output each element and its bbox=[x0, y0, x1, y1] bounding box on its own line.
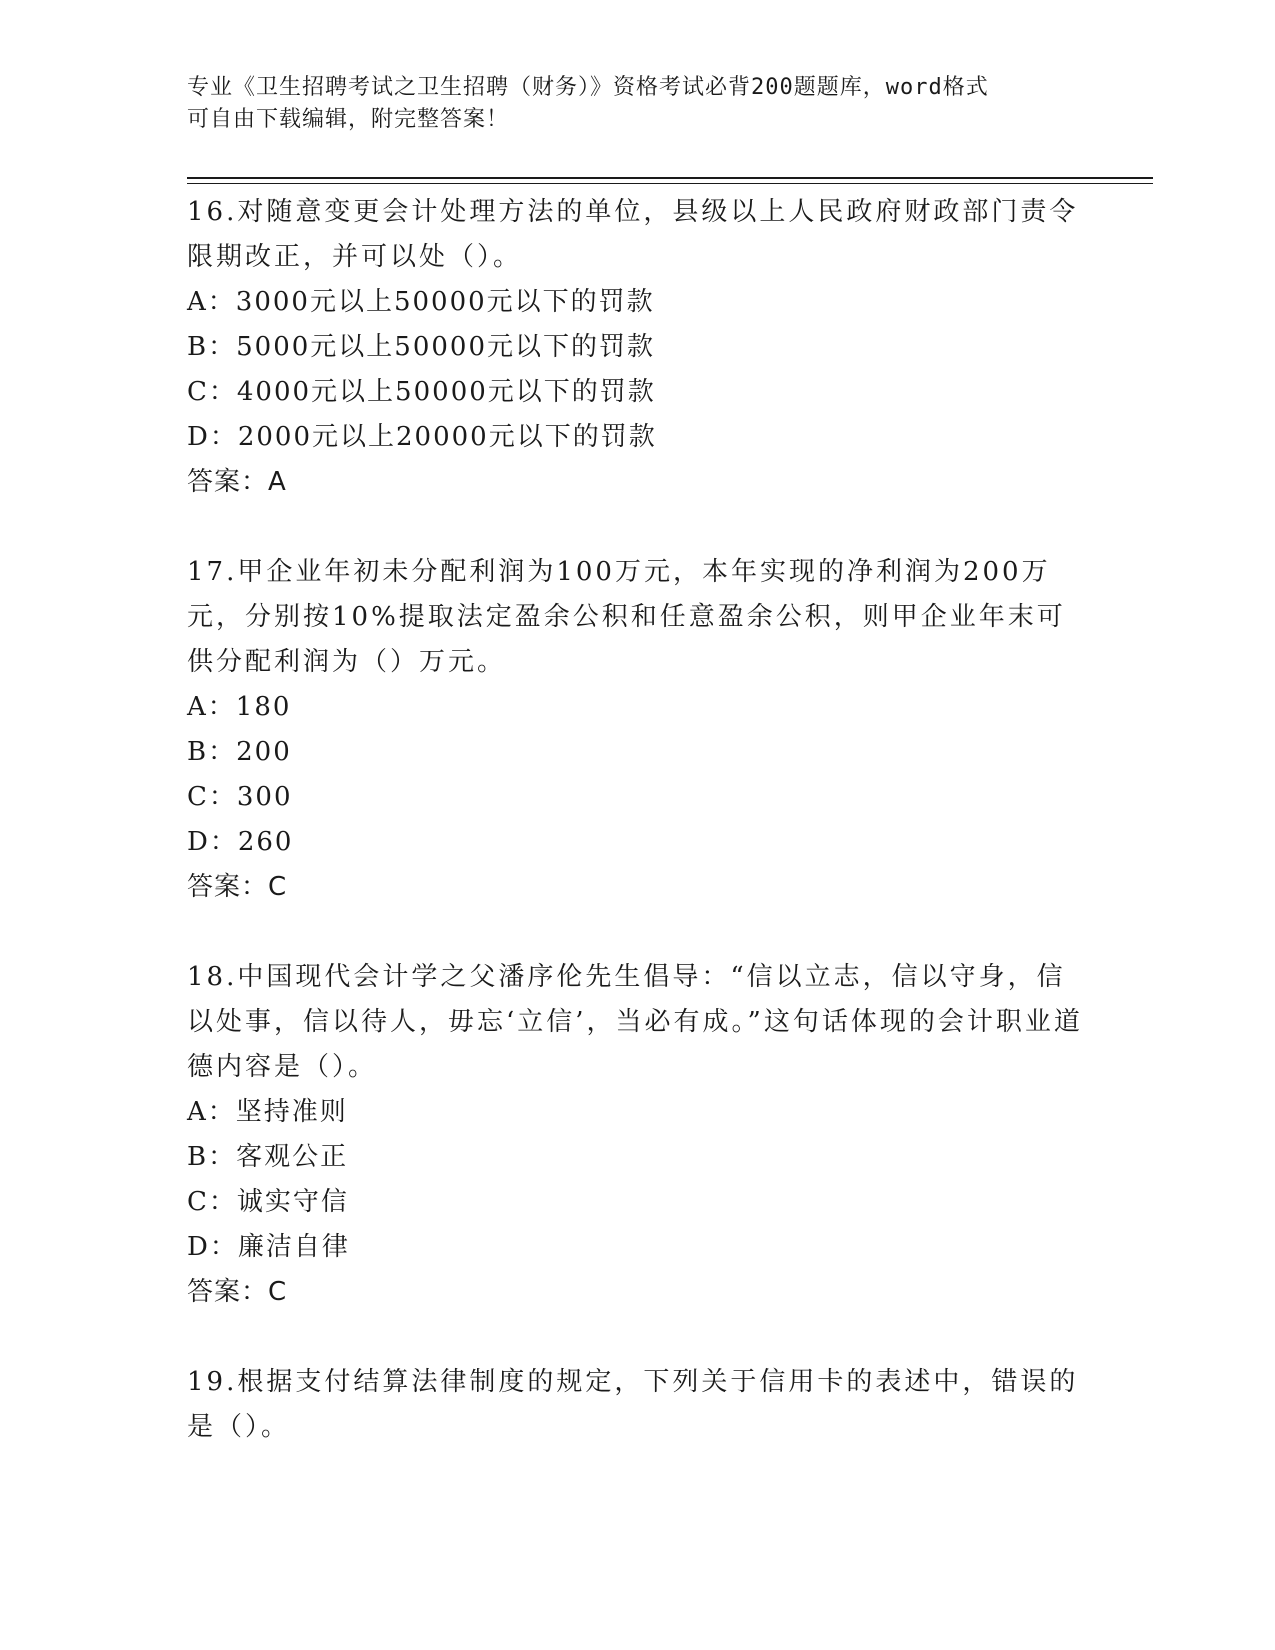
question-text: 17.甲企业年初未分配利润为100万元，本年实现的净利润为200万元，分别按10%提取法定盈余公积和任意盈余公积，则甲企业年末可供分配利润为（）万元。 bbox=[187, 557, 1066, 677]
answer-text: 答案：C bbox=[187, 872, 288, 902]
option-a: A：180 bbox=[187, 692, 292, 722]
option-b: B：客观公正 bbox=[187, 1142, 349, 1172]
header-line-1: 专业《卫生招聘考试之卫生招聘（财务）》资格考试必背200题题库，word格式 bbox=[187, 75, 989, 100]
option-a: A：3000元以上50000元以下的罚款 bbox=[187, 287, 655, 317]
header-divider-thick bbox=[187, 177, 1153, 179]
option-c: C：4000元以上50000元以下的罚款 bbox=[187, 377, 656, 407]
question-16 bbox=[187, 190, 1087, 505]
option-b: B：5000元以上50000元以下的罚款 bbox=[187, 332, 655, 362]
header-divider-thin bbox=[187, 183, 1153, 184]
question-19 bbox=[187, 1360, 1087, 1450]
header-line-2: 可自由下载编辑，附完整答案！ bbox=[187, 107, 510, 132]
question-text: 19.根据支付结算法律制度的规定，下列关于信用卡的表述中，错误的是（）。 bbox=[187, 1367, 1079, 1442]
option-d: D：260 bbox=[187, 827, 294, 857]
option-c: C：300 bbox=[187, 782, 293, 812]
question-text: 16.对随意变更会计处理方法的单位，县级以上人民政府财政部门责令限期改正，并可以处（）。 bbox=[187, 197, 1079, 272]
question-18 bbox=[187, 955, 1087, 1315]
answer-text: 答案：C bbox=[187, 1277, 288, 1307]
question-list bbox=[187, 190, 1087, 1495]
option-d: D：廉洁自律 bbox=[187, 1232, 350, 1262]
option-d: D：2000元以上20000元以下的罚款 bbox=[187, 422, 657, 452]
document-header bbox=[187, 72, 1087, 136]
option-b: B：200 bbox=[187, 737, 292, 767]
option-c: C：诚实守信 bbox=[187, 1187, 349, 1217]
answer-text: 答案：A bbox=[187, 467, 287, 497]
question-text: 18.中国现代会计学之父潘序伦先生倡导：“信以立志，信以守身，信以处事，信以待人，毋忘‘立信’，当必有成。”这句话体现的会计职业道德内容是（）。 bbox=[187, 962, 1083, 1082]
option-a: A：坚持准则 bbox=[187, 1097, 348, 1127]
question-17 bbox=[187, 550, 1087, 910]
